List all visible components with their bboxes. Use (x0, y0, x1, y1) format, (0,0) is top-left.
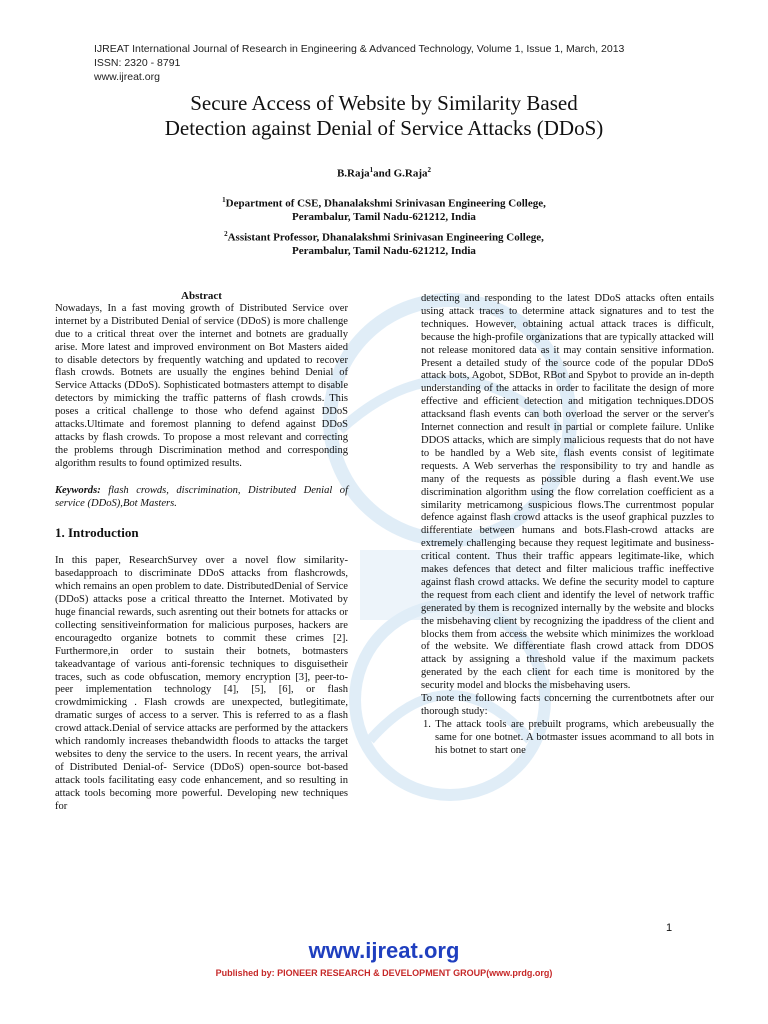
list-item-1: 1. The attack tools are prebuilt programs, which arebeusually the same for one botnet. A botmaster issues acommand to all bots in his botnet to start one (423, 718, 714, 756)
footer-website-link[interactable]: www.ijreat.org (308, 938, 460, 963)
intro-text: In this paper, ResearchSurvey over a novel flow similarity-basedapproach to discriminate DDoS attacks from flashcrowds, which remains an open problem to date. DistributedDenial of Service (DDoS) attacks pose a critical threatto the Internet. Motivated by huge financial rewards, such asrenting out their botnets for attacks or collecting sensitiveinformation for malicious purposes, hackers are encouragedto organize botnets to commit these crimes [2]. Furthermore,in order to sustain their botnets, botmasters takeadvantage of various anti-forensic techniques to disguisetheir traces, such as code obfuscation, memory encryption [3], peer-to-peer implementation technology [4], [5], [6], or flash crowdmimicking . Flash crowds are unexpected, butlegitimate, dramatic surges of access to a server. This is referred to as a flash crowd attack.Denial of service attacks are performed by the attackers which randomly increases thebandwidth floods to attacks the target websites to deny the service to the users. In recent years, the arrival of Distributed Denial-of- Service (DDoS) open-source bot-based attack tools facilitating easy code enhancement, and so resulting in attack tools becoming more powerful. Developing new techniques for (55, 555, 348, 812)
title-line-1: Secure Access of Website by Similarity Based (190, 91, 578, 115)
affiliation-1 (160, 194, 608, 224)
abstract-text: Nowadays, In a fast moving growth of Distributed Service over internet by a Distributed Denial of service (DDoS) is more challenge due to a critical threat over the internet and botnets are gradually arise. More latest and improved environment on Bot Masters aided to disable detectors by frequently watching and updated to recover flash crowds. Botnets are usually the engines behind Denial of Service Attacks (DDoS). Sophisticated botmasters attempt to disable detectors by mimicking the traffic patterns of flash crowds. This poses a critical challenge to those who defend against DDoS attacks.Ultimate and foremost planning to defend against DDoS attacks by flash crowds. To propose a most relevant and correcting the problems through Discrimination method and corresponding algorithm results to found optimized results. (55, 302, 348, 469)
journal-header (94, 42, 624, 84)
issn-line: ISSN: 2320 - 8791 (94, 57, 181, 69)
keywords-text: flash crowds, discrimination, Distributed Denial of service (DDoS),Bot Masters. (55, 484, 348, 509)
affiliation-2 (160, 228, 608, 258)
author-line (60, 166, 708, 180)
intro-heading: 1. Introduction (55, 524, 139, 540)
affiliation-2-sup: 2 (224, 230, 228, 238)
affiliation-1-sup: 1 (222, 196, 226, 204)
author-1-sup: 1 (369, 166, 374, 174)
right-column (421, 293, 714, 758)
left-column (55, 290, 348, 814)
affiliation-2-line2: Perambalur, Tamil Nadu-621212, India (292, 244, 476, 257)
affiliation-1-line1: Department of CSE, Dhanalakshmi Srinivasan Engineering College, (225, 197, 546, 210)
keywords-label: Keywords: (55, 484, 101, 496)
paper-title (60, 91, 708, 141)
abstract-heading: Abstract (181, 290, 222, 302)
title-line-2: Detection against Denial of Service Attacks (DDoS) (164, 116, 604, 140)
author-2: and G.Raja (373, 167, 428, 180)
journal-name: IJREAT International Journal of Research in Engineering & Advanced Technology, Volume 1, Issue 1, March, 2013 (94, 43, 625, 55)
author-1: B.Raja (336, 167, 370, 180)
journal-website[interactable]: www.ijreat.org (94, 71, 160, 83)
right-para-2: To note the following facts concerning the currentbotnets after our thorough study: (421, 693, 714, 717)
affiliation-2-line1: Assistant Professor, Dhanalakshmi Srinivasan Engineering College, (227, 231, 544, 244)
right-para-1: detecting and responding to the latest DDoS attacks often entails using attack traces to determine attack signatures and to test the techniques. However, obtaining actual attack traces is difficult, because the high-profile organizations that are typically attacked will not release monitored data as it may contain sensitive information. Present a detailed study of the source code of the popular DDoS attack bots, Agobot, SDBot, RBot and Spybot to provide an in-depth understanding of the attacks in order to facilitate the design of more effective and efficient detection and mitigation techniques.DDOS attacksand flash events can both overload the server or the server's Internet connection and result in partial or complete failure. Unlike DDOS attacks, which are simply malicious requests that do not have to be handled by a Web site, flash events consist of legitimate requests. A Web serverhas the responsibility to try and handle as many of the requests as possible during a flash event.We use discrimination algorithm using the flow correlation coefficient as a similarity metricamong suspicious flows.The currentmost popular defence against flash crowd attacks is the useof graphical puzzles to differentiate between humans and bots.Flash-crowd attacks are extremely challenging because they request legitimate and business-critical content. Thus their traffic appears legitimate-like, which makes defences that detect and filter malicious traffic ineffective against flash crowd attacks. We define the security model to capture the request from each client and identify the level of network traffic generated by them is recognized internally by the website and blocks the misbehaving client by recognizing the ipaddress of the client and blocks them from access the website which minimizes the workload of the website. We differentiate flash crowd attack from DDOS attack by assigning a threshold value if the maximum packets generated by the each client for each time is monitored by the security model and blocks the misbehaving users. (421, 293, 714, 692)
affiliation-1-line2: Perambalur, Tamil Nadu-621212, India (292, 210, 476, 223)
author-2-sup: 2 (427, 166, 432, 174)
page-number: 1 (666, 922, 673, 934)
keywords (55, 485, 348, 511)
footer-publisher: Published by: PIONEER RESEARCH & DEVELOPMENT GROUP(www.prdg.org) (215, 968, 553, 978)
